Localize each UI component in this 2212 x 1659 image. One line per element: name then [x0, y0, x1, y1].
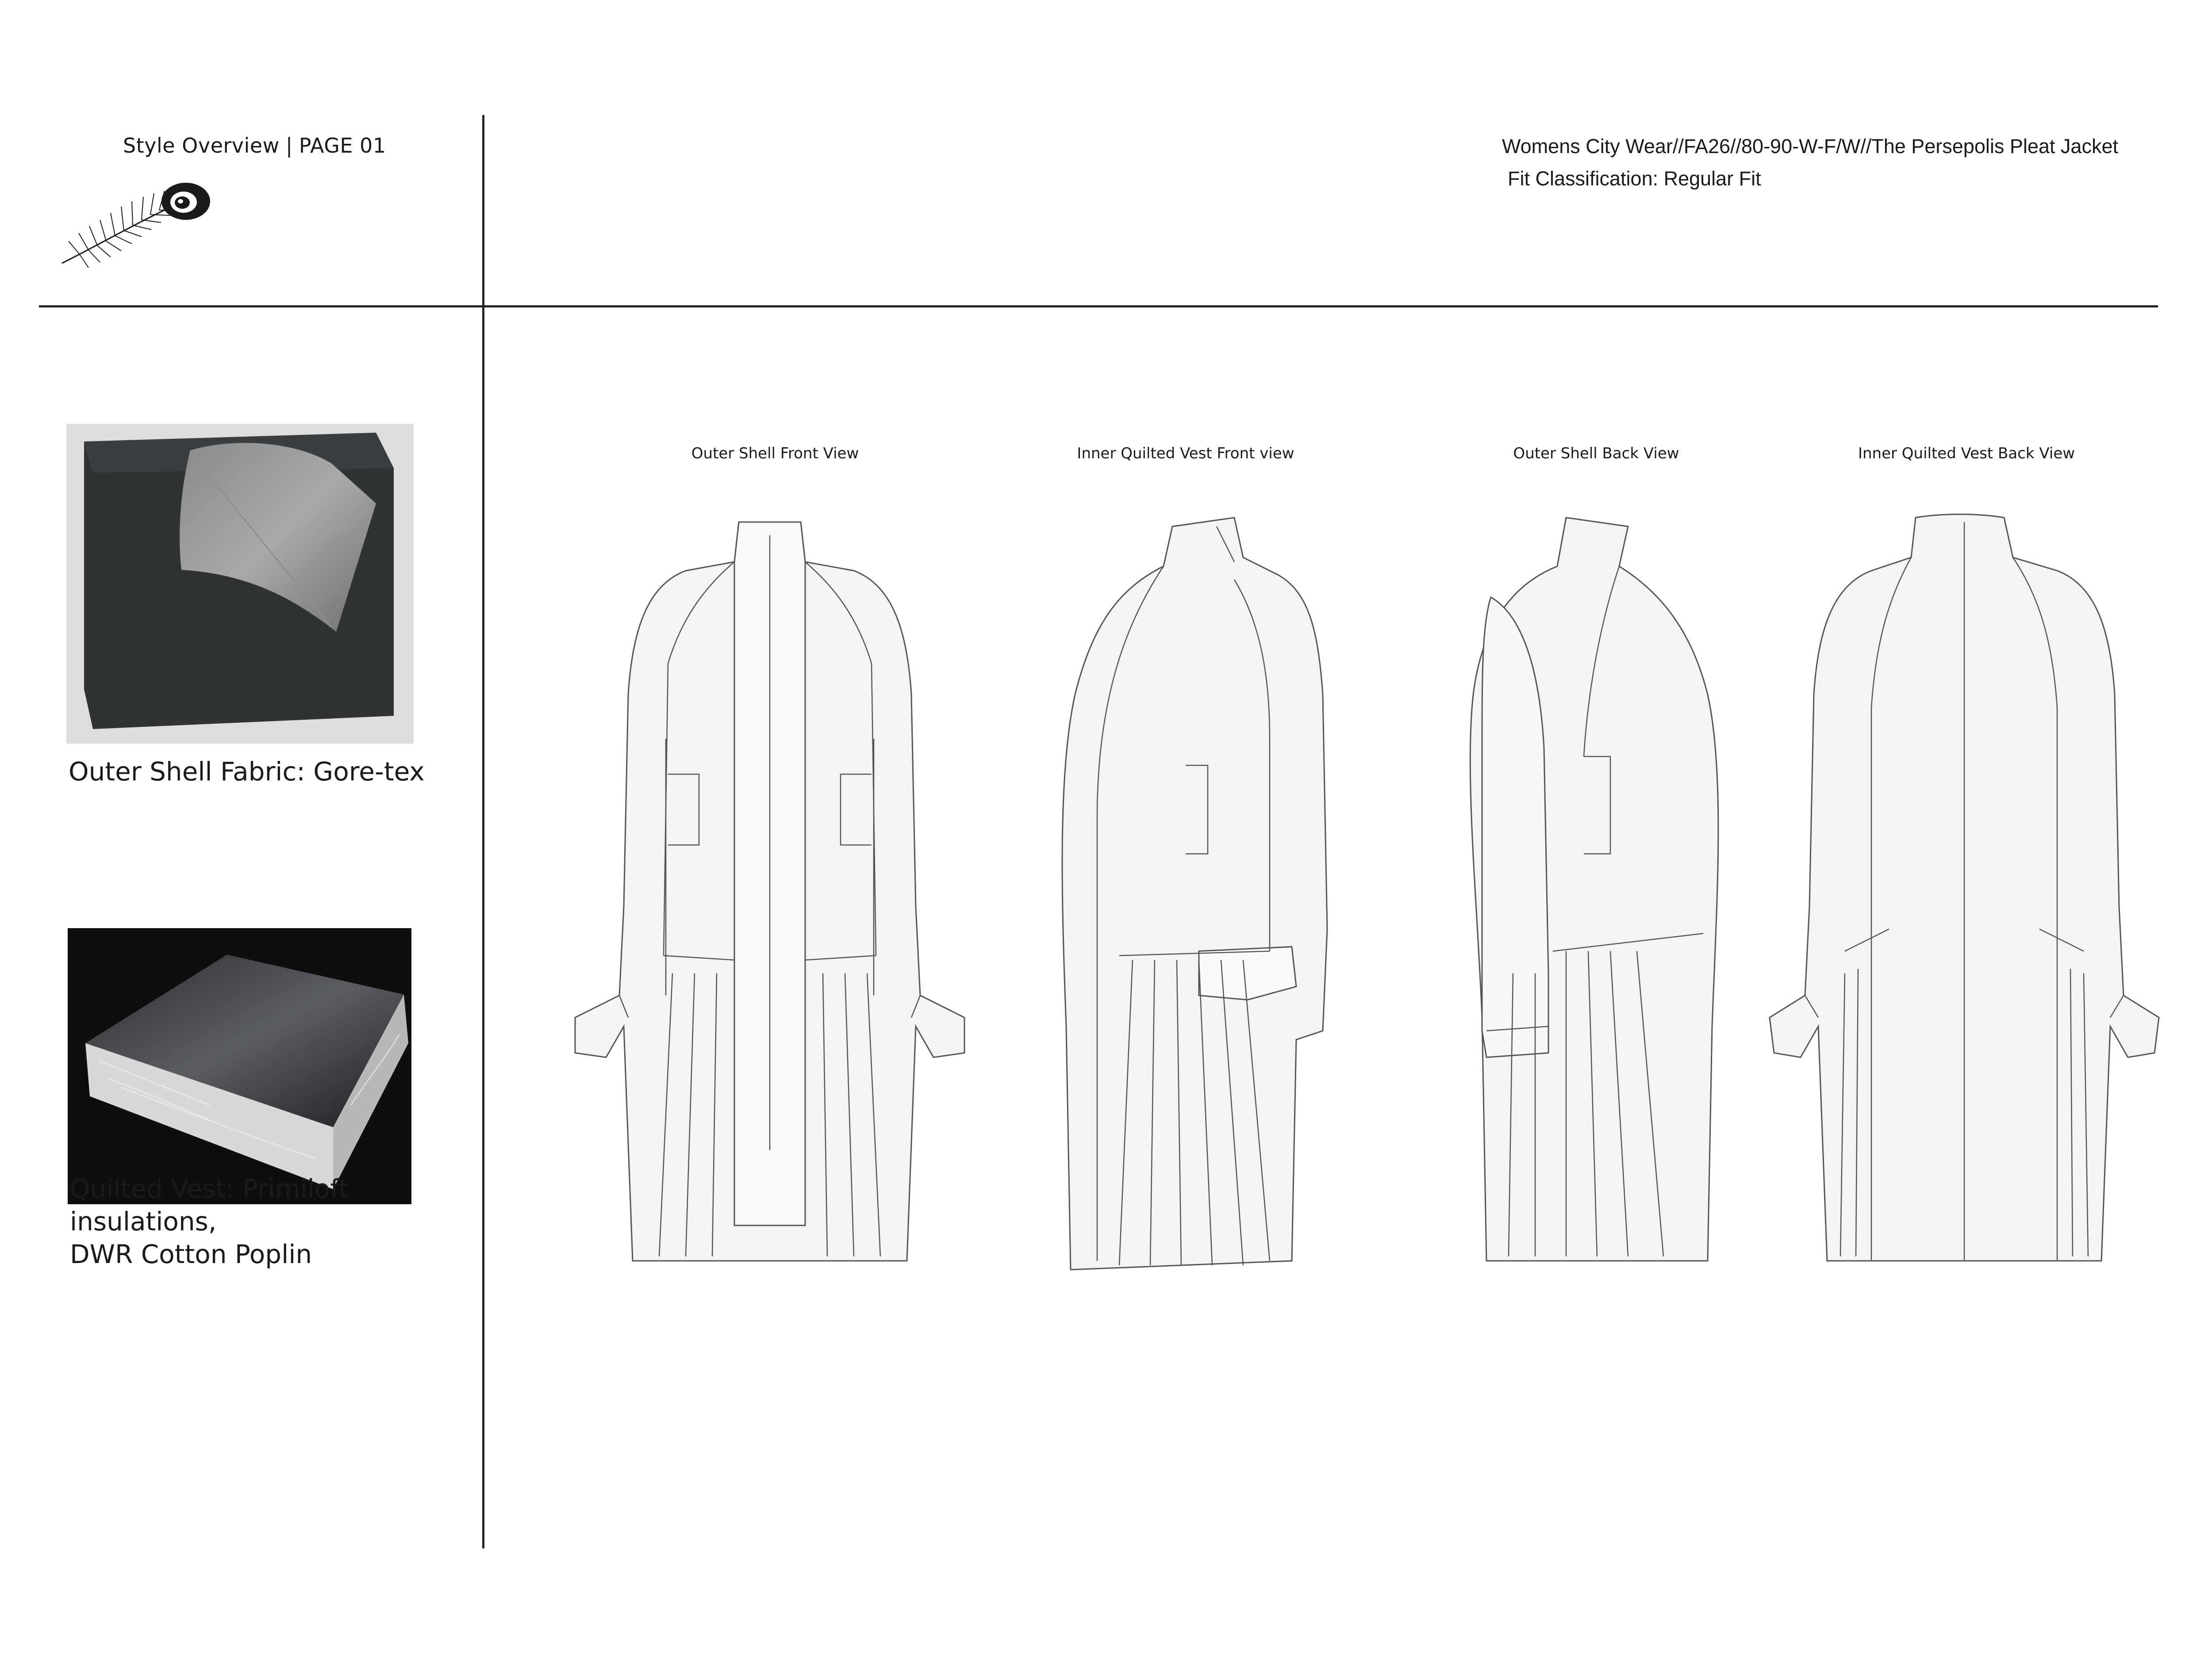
folded-dark-fabric-swatch [66, 424, 414, 744]
peacock-feather-icon [53, 175, 221, 276]
page-label [123, 134, 386, 157]
quilted-vest-caption-line2: DWR Cotton Poplin [70, 1239, 312, 1269]
fit-classification: Fit Classification: Regular Fit [1508, 167, 1761, 190]
quilted-vest-caption [70, 1172, 477, 1271]
quilted-vest-caption-line1: Quilted Vest: Primiloft insulations, [70, 1174, 349, 1237]
view-label-outer-back: Outer Shell Back View [1513, 445, 1679, 462]
header-divider-line [39, 305, 2158, 307]
view-label-inner-back: Inner Quilted Vest Back View [1858, 445, 2075, 462]
outer-shell-fabric-caption: Outer Shell Fabric: Gore-tex [69, 757, 425, 787]
sidebar-divider-line [482, 115, 484, 1548]
page-number: PAGE 01 [299, 134, 386, 157]
outer-shell-front-illustration [571, 509, 969, 1283]
page-section-title: Style Overview [123, 134, 280, 157]
inner-quilted-vest-back-illustration [1765, 509, 2163, 1283]
view-label-outer-front: Outer Shell Front View [691, 445, 859, 462]
outer-shell-back-illustration [1398, 509, 1796, 1283]
insulation-block-swatch [68, 928, 411, 1204]
inner-quilted-vest-front-illustration [987, 509, 1385, 1283]
style-title: Womens City Wear//FA26//80-90-W-F/W//The Persepolis Pleat Jacket [1502, 135, 2118, 157]
page-label-separator: | [285, 134, 293, 157]
view-label-inner-front: Inner Quilted Vest Front view [1077, 445, 1294, 462]
